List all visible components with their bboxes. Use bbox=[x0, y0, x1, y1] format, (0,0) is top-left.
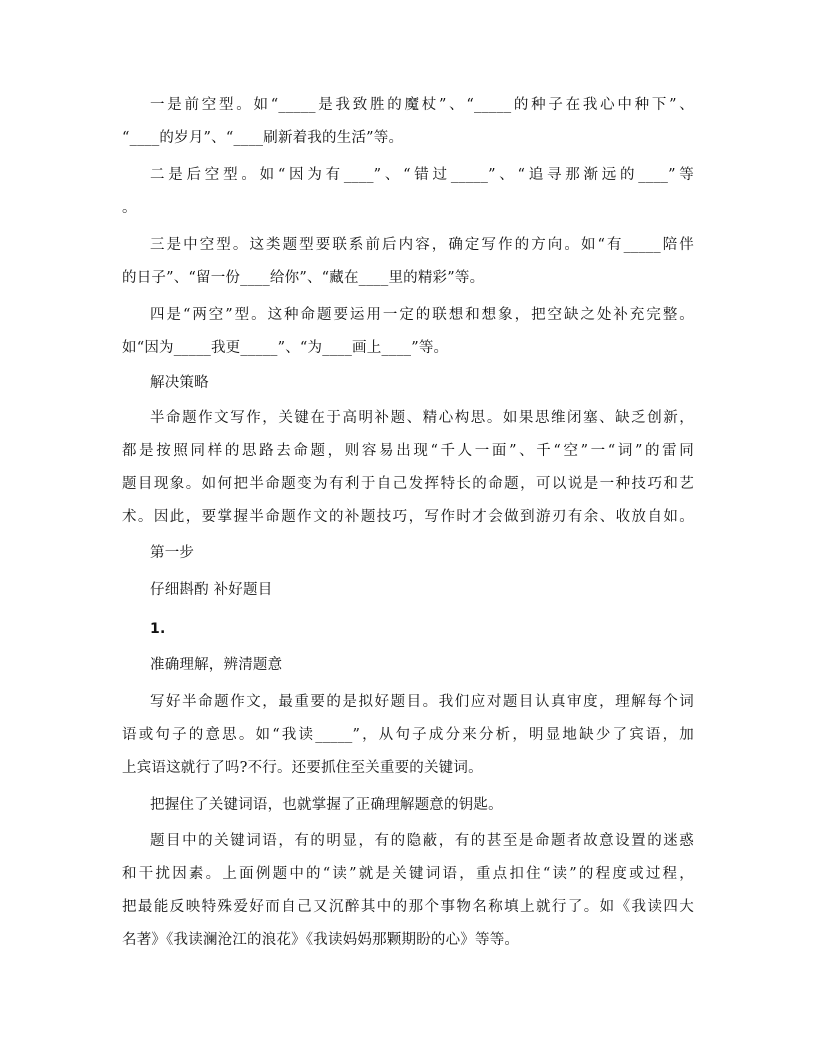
paragraph-2-line-1: 二是后空型。如“因为有____”、“错过_____”、“追寻那渐远的____”等 bbox=[150, 167, 694, 183]
paragraph-5-line-4: 术。因此，要掌握半命题作文的补题技巧，写作时才会做到游刃有余、收放自如。 bbox=[122, 509, 694, 525]
paragraph-3-line-2: 的日子”、“留一份____给你”、“藏在____里的精彩”等。 bbox=[122, 270, 485, 286]
paragraph-8-line-2: 和干扰因素。上面例题中的“读”就是关键词语，重点扣住“读”的程度或过程， bbox=[122, 866, 694, 882]
paragraph-8-line-3: 把最能反映特殊爱好而自己又沉醉其中的那个事物名称填上就行了。如《我读四大 bbox=[122, 899, 694, 915]
paragraph-7: 把握住了关键词语，也就掌握了正确理解题意的钥匙。 bbox=[150, 797, 503, 813]
item-number: 1. bbox=[150, 621, 166, 637]
paragraph-6-line-1: 写好半命题作文，最重要的是拟好题目。我们应对题目认真审度，理解每个词 bbox=[150, 694, 694, 710]
paragraph-2-line-2: 。 bbox=[122, 200, 137, 216]
paragraph-3-line-1: 三是中空型。这类题型要联系前后内容，确定写作的方向。如“有_____陪伴 bbox=[150, 237, 694, 253]
section-heading-strategy: 解决策略 bbox=[150, 375, 209, 391]
paragraph-5-line-2: 都是按照同样的思路去命题，则容易出现“千人一面”、千“空”一“词”的雷同 bbox=[122, 443, 694, 459]
paragraph-8-line-1: 题目中的关键词语，有的明显，有的隐蔽，有的甚至是命题者故意设置的迷惑 bbox=[150, 833, 694, 849]
paragraph-1-line-1: 一是前空型。如“_____是我致胜的魔杖”、“_____的种子在我心中种下”、 bbox=[150, 97, 694, 113]
paragraph-4-line-2: 如“因为_____我更_____”、“为____画上____”等。 bbox=[122, 340, 449, 356]
step-label: 第一步 bbox=[150, 545, 195, 561]
paragraph-6-line-3: 上宾语这就行了吗?不行。还要抓住至关重要的关键词。 bbox=[122, 760, 483, 776]
paragraph-5-line-3: 题目现象。如何把半命题变为有利于自己发挥特长的命题，可以说是一种技巧和艺 bbox=[122, 476, 694, 492]
paragraph-6-line-2: 语或句子的意思。如“我读_____”，从句子成分来分析，明显地缺少了宾语，加 bbox=[122, 727, 694, 743]
paragraph-5-line-1: 半命题作文写作，关键在于高明补题、精心构思。如果思维闭塞、缺乏创新， bbox=[150, 410, 694, 426]
paragraph-8-line-4: 名著》《我读澜沧江的浪花》《我读妈妈那颗期盼的心》等等。 bbox=[122, 932, 520, 948]
step-title: 仔细斟酌 补好题目 bbox=[150, 582, 273, 598]
paragraph-4-line-1: 四是“两空”型。这种命题要运用一定的联想和想象，把空缺之处补充完整。 bbox=[150, 307, 694, 323]
paragraph-1-line-2: “____的岁月”、“____刷新着我的生活”等。 bbox=[122, 130, 404, 146]
item-title: 准确理解，辨清题意 bbox=[150, 657, 283, 673]
